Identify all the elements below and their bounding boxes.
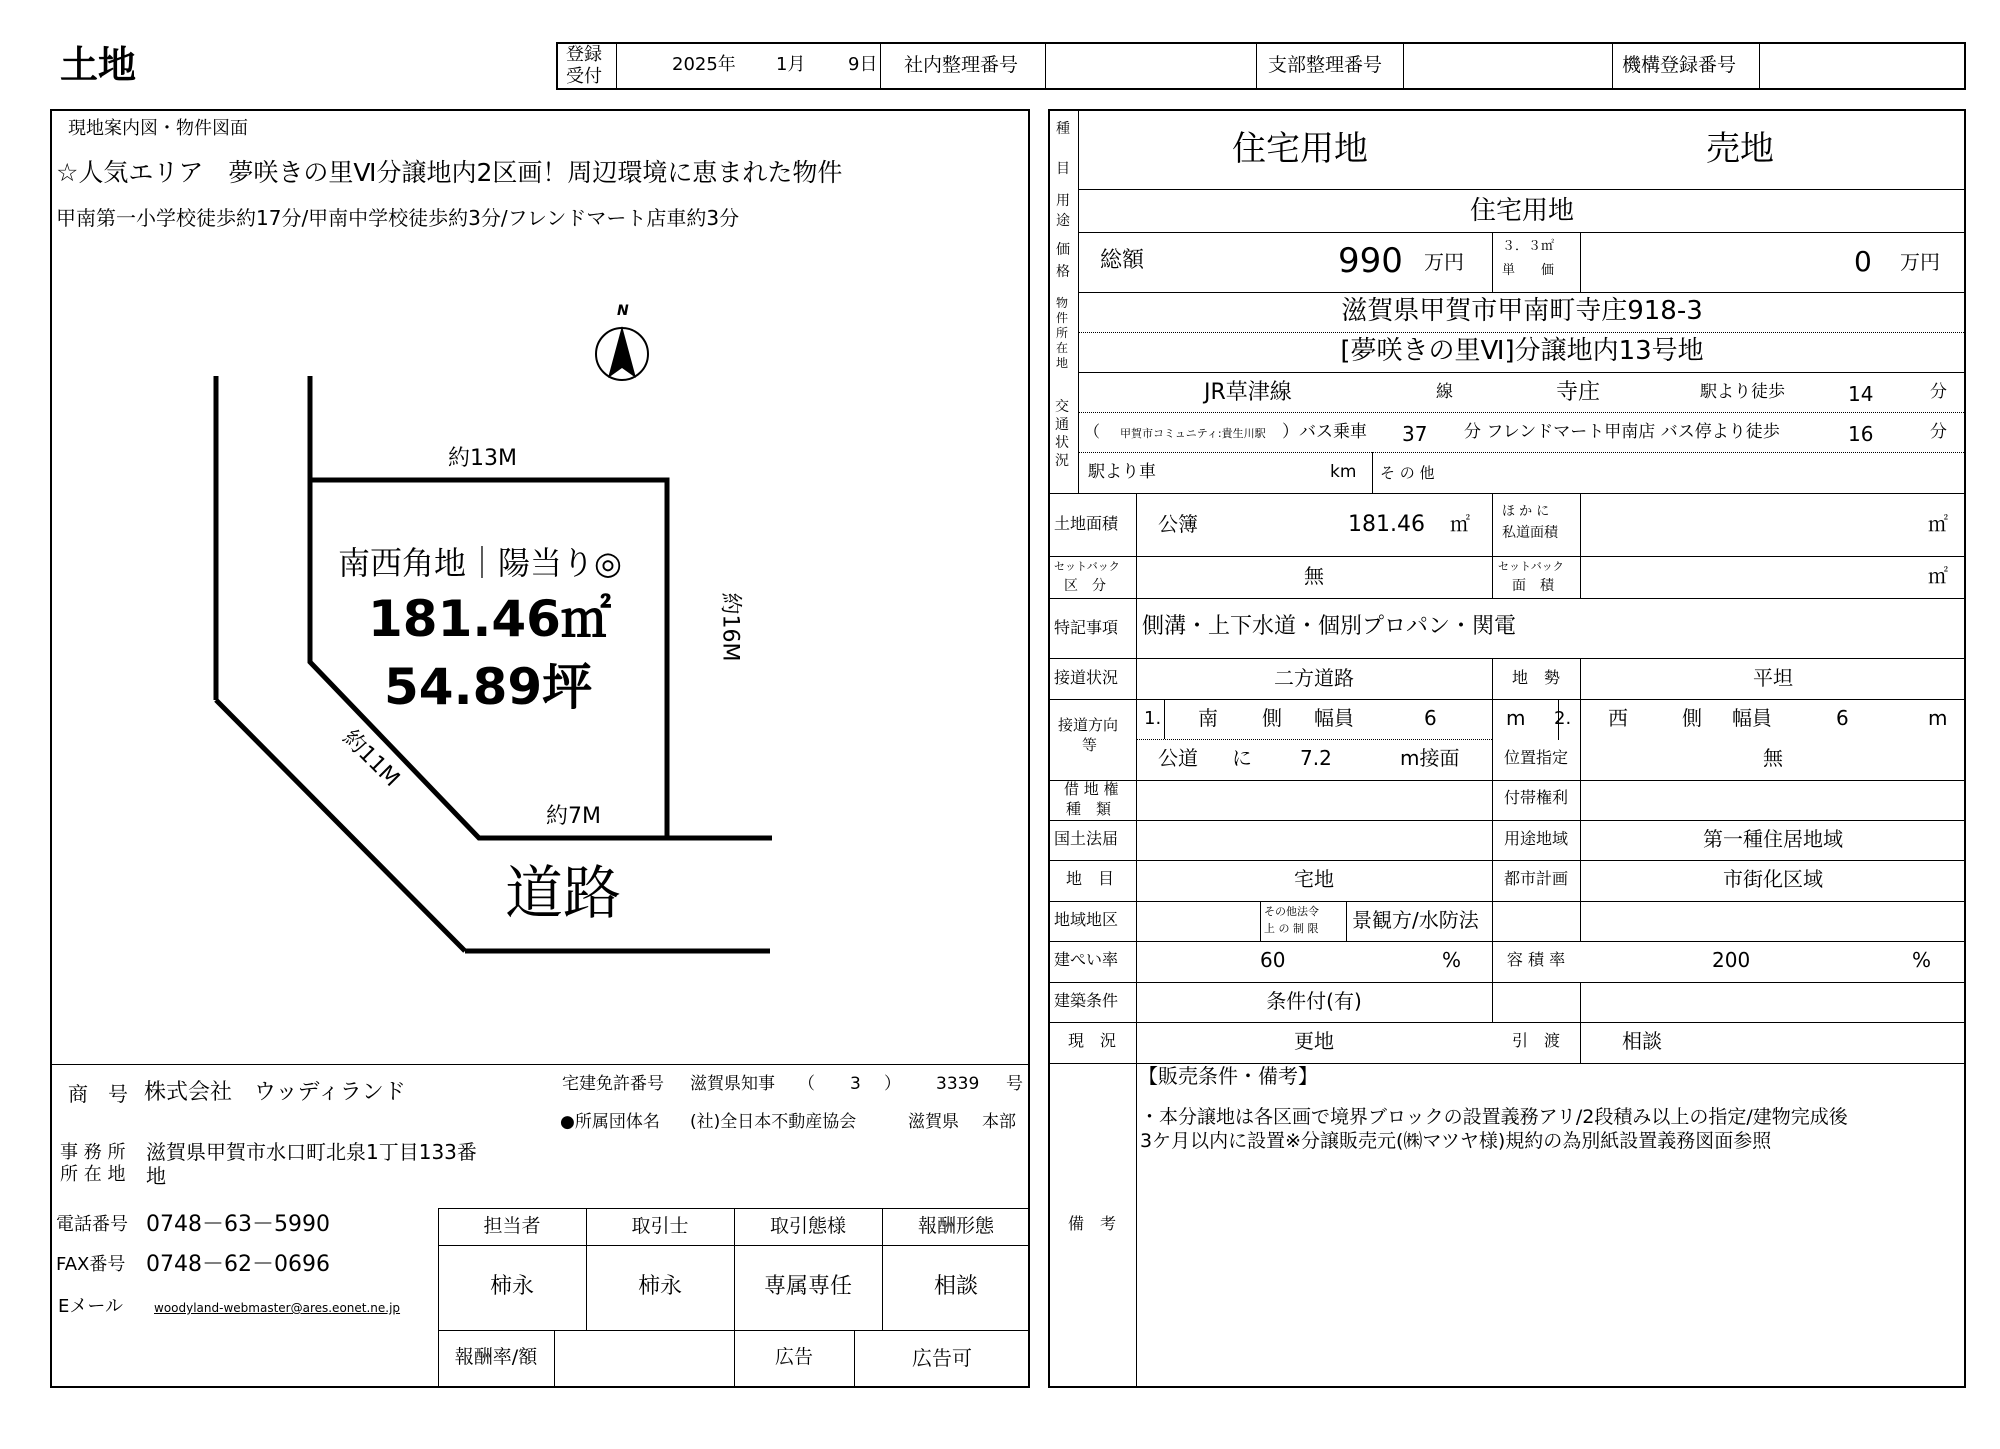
- road2-width: 6: [1836, 706, 1849, 730]
- fax-number: 0748－62－0696: [146, 1252, 330, 1277]
- far-value: 200: [1712, 948, 1751, 972]
- bus-ride-label: ）バス乗車: [1282, 422, 1367, 442]
- road1-direction: 南: [1198, 706, 1218, 730]
- total-unit: 万円: [1424, 250, 1464, 274]
- handover-label: 引 渡: [1511, 1031, 1560, 1050]
- branch-no-label: 支部整理番号: [1268, 54, 1383, 76]
- road-status: 二方道路: [1274, 666, 1354, 690]
- fax-label: FAX番号: [56, 1254, 126, 1275]
- reg-label: 受付: [566, 66, 602, 87]
- ad-value: 広告可: [912, 1346, 972, 1370]
- remarks-text: 3ケ月以内に設置※分譲販売元(㈱マツヤ様)規約の為別紙設置義務図面参照: [1140, 1130, 1772, 1152]
- address-line-1: 滋賀県甲賀市甲南町寺庄918-3: [1341, 296, 1703, 326]
- special-label: 特記事項: [1054, 618, 1119, 637]
- reg-day: 9日: [848, 54, 878, 75]
- walk-min-unit: 分: [1930, 382, 1947, 402]
- setback-label: セットバック: [1054, 560, 1120, 573]
- license-paren: （: [798, 1074, 815, 1094]
- zoning-label: 用途地域: [1503, 829, 1568, 848]
- right-length-label: 約16M: [717, 592, 743, 662]
- bcr-unit: %: [1442, 948, 1462, 972]
- license-paren: ）: [884, 1074, 901, 1094]
- city-plan-label: 都市計画: [1503, 869, 1568, 888]
- office-label: 所 在 地: [60, 1164, 126, 1185]
- staff-header-person: 担当者: [483, 1215, 541, 1237]
- setback-value: 無: [1304, 564, 1324, 588]
- internal-no-label: 社内整理番号: [904, 54, 1019, 76]
- company-name: 株式会社 ウッディランド: [144, 1080, 406, 1105]
- plot-edge: [216, 700, 465, 951]
- location-label: 物件所在地: [1056, 296, 1069, 370]
- far-label: 容 積 率: [1506, 950, 1566, 969]
- road1-width-unit: m: [1506, 706, 1526, 730]
- feature-label: 南西角地｜陽当り◎: [338, 544, 622, 582]
- map-section-label: 現地案内図・物件図面: [68, 118, 248, 139]
- ad-label: 広告: [774, 1346, 813, 1368]
- lease-label: 借 地 権: [1064, 780, 1119, 798]
- headline: ☆人気エリア 夢咲きの里Ⅵ分譲地内2区画！周辺環境に恵まれた物件: [56, 158, 843, 187]
- license-authority: 滋賀県知事: [690, 1074, 775, 1094]
- office-address: 地: [146, 1164, 166, 1188]
- use-label: 用: [1056, 193, 1070, 209]
- staff-broker: 柿永: [637, 1274, 682, 1299]
- bottom-length-label: 約7M: [546, 804, 601, 829]
- use-label: 途: [1056, 213, 1070, 229]
- build-condition-label: 建築条件: [1054, 991, 1119, 1010]
- tel-number: 0748－63－5990: [146, 1212, 330, 1237]
- road1-no: 1.: [1144, 708, 1162, 729]
- staff-header-mode: 取引態様: [769, 1215, 846, 1237]
- setback-area-label: セットバック: [1498, 560, 1564, 573]
- reg-label: 登録: [566, 44, 602, 65]
- public-road: 公道: [1158, 746, 1198, 770]
- association-label: ●所属団体名: [560, 1112, 660, 1132]
- attached-rights-label: 付帯権利: [1503, 788, 1568, 807]
- license-label: 宅建免許番号: [562, 1074, 664, 1094]
- use-value: 住宅用地: [1469, 196, 1574, 226]
- registration-header: [556, 42, 1966, 90]
- fee-rate-label: 報酬率/額: [454, 1346, 538, 1368]
- road-dir-label: 接道方向: [1058, 716, 1119, 734]
- remarks-label: 備 考: [1068, 1214, 1117, 1233]
- area-label: 土地面積: [1054, 514, 1119, 533]
- org-no-label: 機構登録番号: [1622, 54, 1737, 76]
- special-notes: 側溝・上下水道・個別プロパン・関電: [1142, 614, 1517, 639]
- tel-label: 電話番号: [56, 1214, 128, 1235]
- kind-label: 種: [1056, 121, 1070, 137]
- unit-price-unit: 万円: [1900, 250, 1940, 274]
- diagonal-length-label: 約11M: [337, 725, 405, 792]
- build-condition: 条件付(有): [1266, 989, 1362, 1013]
- far-unit: %: [1912, 948, 1932, 972]
- station-name: 寺庄: [1556, 380, 1601, 405]
- km-unit: km: [1330, 462, 1357, 482]
- kind-value: 住宅用地: [1232, 129, 1368, 169]
- road2-width-label: 幅員: [1732, 706, 1772, 730]
- stop-walk-minutes: 16: [1848, 422, 1874, 446]
- license-suffix: 号: [1006, 1074, 1023, 1094]
- lease-label: 種 類: [1066, 800, 1112, 818]
- sale-type: 売地: [1706, 129, 1774, 169]
- price-label: 価: [1056, 242, 1070, 258]
- setback-area-label: 面 積: [1512, 578, 1554, 594]
- position-value: 無: [1763, 746, 1783, 770]
- email-link[interactable]: woodyland-webmaster@ares.eonet.ne.jp: [154, 1301, 401, 1315]
- office-address: 滋賀県甲賀市水口町北泉1丁目133番: [146, 1140, 477, 1164]
- reg-year: 2025年: [672, 54, 736, 75]
- staff-fee: 相談: [933, 1274, 978, 1299]
- city-plan: 市街化区域: [1723, 867, 1823, 891]
- total-price: 990: [1338, 241, 1403, 281]
- bus-company: 甲賀市コミュニティ:貴生川駅: [1120, 427, 1266, 440]
- bus-minutes: 37: [1402, 422, 1428, 446]
- national-land-label: 国土法届: [1054, 829, 1119, 848]
- train-line-suffix: 線: [1436, 382, 1453, 402]
- total-label: 総額: [1100, 248, 1145, 273]
- area-unit: ㎡: [1450, 512, 1470, 536]
- zoning-value: 第一種住居地域: [1703, 827, 1843, 851]
- traffic-label: 交通状況: [1055, 399, 1069, 469]
- association-name: (社)全日本不動産協会: [690, 1112, 857, 1132]
- road2-width-unit: m: [1928, 706, 1948, 730]
- other-law: 景観方/水防法: [1352, 908, 1479, 932]
- staff-header-fee: 報酬形態: [917, 1215, 994, 1237]
- area-basis: 公簿: [1158, 512, 1198, 536]
- land-category-label: 地 目: [1066, 869, 1115, 888]
- frontage: 7.2: [1300, 746, 1332, 770]
- handover-value: 相談: [1622, 1029, 1662, 1053]
- bcr-value: 60: [1260, 948, 1286, 972]
- reg-month: 1月: [776, 54, 806, 75]
- kind-label: 目: [1056, 161, 1070, 177]
- company-name-label: 商 号: [68, 1082, 128, 1106]
- license-count: 3: [850, 1074, 861, 1094]
- road-label: 道路: [505, 859, 622, 927]
- staff-person: 柿永: [489, 1274, 534, 1299]
- frontage-label: m接面: [1400, 746, 1460, 770]
- land-category: 宅地: [1294, 867, 1334, 891]
- other-law-label: 上 の 制 限: [1264, 922, 1319, 935]
- road1-width: 6: [1424, 706, 1437, 730]
- unit-price: 0: [1854, 245, 1872, 278]
- page-title: 土地: [60, 43, 137, 87]
- road1-side: 側: [1262, 706, 1282, 730]
- compass-icon: [596, 326, 648, 380]
- setback-label: 区 分: [1064, 578, 1106, 594]
- license-number: 3339: [936, 1074, 980, 1094]
- unit-price-label: 単 価: [1502, 263, 1555, 278]
- road2-direction: 西: [1608, 706, 1628, 730]
- area-tsubo-label: 54.89坪: [384, 658, 593, 716]
- price-label: 格: [1056, 264, 1070, 280]
- status-label: 現 況: [1068, 1031, 1117, 1050]
- walk-label: 駅より徒歩: [1700, 382, 1785, 402]
- district-label: 地域地区: [1054, 910, 1119, 929]
- private-road-label: ほ か に: [1502, 504, 1550, 519]
- staff-mode: 専属専任: [763, 1274, 852, 1299]
- private-road-label: 私道面積: [1502, 525, 1558, 541]
- car-label: 駅より車: [1088, 462, 1156, 482]
- setback-area-unit: ㎡: [1928, 564, 1948, 588]
- other-law-label: その他法令: [1264, 905, 1319, 918]
- walk-minutes: 14: [1848, 382, 1874, 406]
- address-line-2: [夢咲きの里Ⅵ]分譲地内13号地: [1340, 336, 1704, 366]
- status-value: 更地: [1294, 1029, 1334, 1053]
- area-value: 181.46: [1348, 512, 1425, 537]
- bus-paren: （: [1084, 422, 1101, 441]
- position-label: 位置指定: [1503, 748, 1568, 767]
- road2-side: 側: [1682, 706, 1702, 730]
- association-pref: 滋賀県: [908, 1112, 959, 1132]
- office-label: 事 務 所: [60, 1142, 126, 1163]
- unit-price-label: ３．３㎡: [1502, 239, 1555, 254]
- bus-stop: 分 フレンドマート甲南店 バス停より徒歩: [1464, 422, 1780, 442]
- public-road-ni: に: [1232, 746, 1252, 770]
- road-dir-label: 等: [1082, 736, 1098, 754]
- road2-no: 2.: [1554, 708, 1572, 729]
- staff-header-broker: 取引士: [631, 1215, 689, 1237]
- terrain-label: 地 勢: [1511, 668, 1560, 687]
- remarks-title: 【販売条件・備考】: [1138, 1064, 1318, 1088]
- private-road-unit: ㎡: [1928, 512, 1948, 536]
- email-label: Eメール: [58, 1296, 124, 1317]
- area-sqm-label: 181.46㎡: [368, 590, 611, 648]
- subline: 甲南第一小学校徒歩約17分/甲南中学校徒歩約3分/フレンドマート店車約3分: [56, 206, 740, 230]
- road1-width-label: 幅員: [1314, 706, 1354, 730]
- road-status-label: 接道状況: [1054, 668, 1119, 687]
- terrain: 平坦: [1753, 666, 1793, 690]
- north-label: N: [617, 303, 629, 319]
- train-line: JR草津線: [1204, 380, 1292, 405]
- remarks-text: ・本分譲地は各区画で境界ブロックの設置義務アリ/2段積み以上の指定/建物完成後: [1140, 1106, 1848, 1128]
- top-length-label: 約13M: [448, 446, 517, 471]
- other-label: そ の 他: [1380, 464, 1435, 482]
- stop-walk-min-unit: 分: [1930, 422, 1947, 442]
- association-branch: 本部: [982, 1112, 1016, 1132]
- bcr-label: 建ぺい率: [1054, 950, 1119, 969]
